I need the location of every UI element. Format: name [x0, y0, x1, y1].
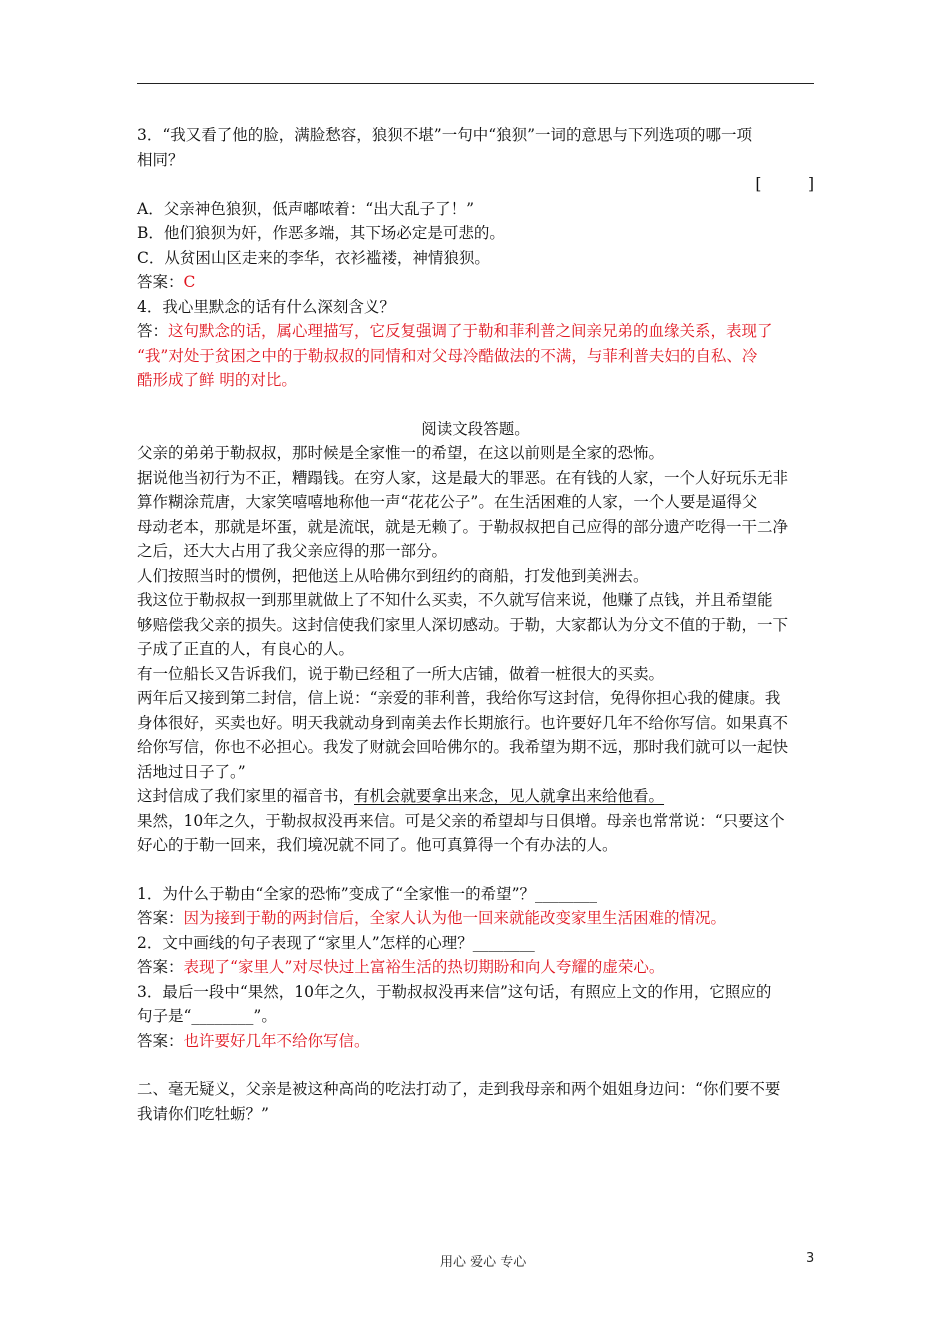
- passage-line: 子成了正直的人，有良心的人。: [137, 640, 355, 658]
- answer-label: 答案：: [137, 909, 184, 927]
- answer-label: 答：: [137, 322, 169, 340]
- page-number: 3: [806, 1251, 815, 1266]
- passage-text: 这封信成了我们家里的福音书，: [137, 787, 355, 805]
- question-4-answer-line-3: 酷形成了鲜 明的对比。: [137, 371, 297, 389]
- question-3-part-1: 3．最后一段中“果然，10年之久，于勒叔叔没再来信”这句话，有照应上文的作用，它照应的: [137, 982, 772, 1001]
- passage-line: 果然，10年之久，于勒叔叔没再来信。可是父亲的希望却与日俱增。母亲也常常说：“只要这个: [137, 811, 785, 830]
- question-3-answer: [137, 270, 814, 295]
- passage-line: 活地过日子了。”: [137, 762, 246, 781]
- passage-line: 据说他当初行为不正，糟蹋钱。在穷人家，这是最大的罪恶。在有钱的人家，一个人好玩乐无非: [137, 468, 789, 487]
- option-c: C．从贫困山区走来的李华，衣衫褴褛，神情狼狈。: [137, 248, 490, 267]
- header-rule: [137, 83, 814, 84]
- option-b: B．他们狼狈为奸，作恶多端，其下场必定是可悲的。: [137, 224, 505, 242]
- passage-line: 两年后又接到第二封信，信上说：“亲爱的菲利普，我给你写这封信，免得你担心我的健康。我: [137, 689, 781, 707]
- passage-line: 好心的于勒一回来，我们境况就不同了。他可真算得一个有办法的人。: [137, 836, 618, 854]
- answer-text: 也许要好几年不给你写信。: [183, 1031, 370, 1050]
- footer-motto: 用心 爱心 专心: [440, 1255, 527, 1270]
- question-4-answer-line-2: “我”对处于贫困之中的于勒叔叔的同情和对父母冷酷做法的不满，与菲利普夫妇的自私、冷: [137, 346, 758, 365]
- question-3-line-2: 相同？: [137, 150, 184, 169]
- passage-line: 算作糊涂荒唐，大家笑嘻嘻地称他一声“花花公子”。在生活困难的人家，一个人要是逼得父: [137, 493, 758, 511]
- question-4-answer-line-1: [137, 319, 814, 344]
- question-4: 4．我心里默念的话有什么深刻含义？: [137, 297, 395, 316]
- passage-heading: 阅读文段答题。: [421, 419, 530, 438]
- passage-line: 母动老本，那就是坏蛋，就是流氓，就是无赖了。于勒叔叔把自己应得的部分遗产吃得一干二净: [137, 517, 789, 536]
- question-2: 2．文中画线的句子表现了“家里人”怎样的心理？________: [137, 933, 535, 952]
- answer-text: 因为接到于勒的两封信后，全家人认为他一回来就能改变家里生活困难的情况。: [183, 909, 727, 927]
- answer-label: 答案：: [137, 1031, 184, 1050]
- passage-paragraph: 父亲的弟弟于勒叔叔，那时候是全家惟一的希望，在这以前则是全家的恐怖。: [137, 444, 665, 462]
- option-a: A．父亲神色狼狈，低声嘟哝着：“出大乱子了！”: [137, 199, 475, 218]
- passage-paragraph: 有一位船长又告诉我们，说于勒已经租了一所大店铺，做着一桩很大的买卖。: [137, 664, 665, 683]
- underlined-sentence: 有机会就要拿出来念，见人就拿出来给他看。: [354, 787, 665, 805]
- question-1: 1．为什么于勒由“全家的恐怖”变成了“全家惟一的希望”？________: [137, 884, 598, 903]
- passage-line: 身体很好，买卖也好。明天我就动身到南美去作长期旅行。也许要好几年不给你写信。如果真不: [137, 713, 789, 732]
- passage-paragraph: 人们按照当时的惯例，把他送上从哈佛尔到纽约的商船，打发他到美洲去。: [137, 566, 649, 585]
- section-2-line-2: 我请你们吃牡蛎？”: [137, 1104, 269, 1123]
- answer-text: 这句默念的话，属心理描写，它反复强调了于勒和菲利普之间亲兄弟的血缘关系，表现了: [168, 322, 773, 340]
- answer-text: 表现了“家里人”对尽快过上富裕生活的热切期盼和向人夸耀的虚荣心。: [183, 958, 665, 976]
- passage-paragraph: [137, 784, 814, 809]
- question-3-line-1: 3．“我又看了他的脸，满脸愁容，狼狈不堪”一句中“狼狈”一词的意思与下列选项的哪一项: [137, 126, 753, 144]
- answer-2: [137, 955, 814, 980]
- passage-line: 我这位于勒叔叔一到那里就做上了不知什么买卖，不久就写信来说，他赚了点钱，并且希望能: [137, 591, 773, 609]
- answer-3: [137, 1029, 814, 1054]
- answer-1: [137, 906, 814, 931]
- passage-line: 给你写信，你也不必担心。我发了财就会回哈佛尔的。我希望为期不远，那时我们就可以一起快: [137, 738, 789, 756]
- answer-label: 答案：: [137, 273, 184, 291]
- question-3-part-2: 句子是“________”。: [137, 1007, 277, 1025]
- page-content: [137, 123, 814, 1126]
- passage-line: 够赔偿我父亲的损失。这封信使我们家里人深切感动。于勒，大家都认为分文不值的于勒，一下: [137, 615, 789, 634]
- answer-value: C: [183, 273, 196, 291]
- passage-line: 之后，还大大占用了我父亲应得的那一部分。: [137, 542, 448, 560]
- answer-label: 答案：: [137, 958, 184, 976]
- section-2-line-1: 二、毫无疑义，父亲是被这种高尚的吃法打动了，走到我母亲和两个姐姐身边问：“你们要不要: [137, 1080, 781, 1098]
- answer-bracket: [ ]: [755, 175, 814, 193]
